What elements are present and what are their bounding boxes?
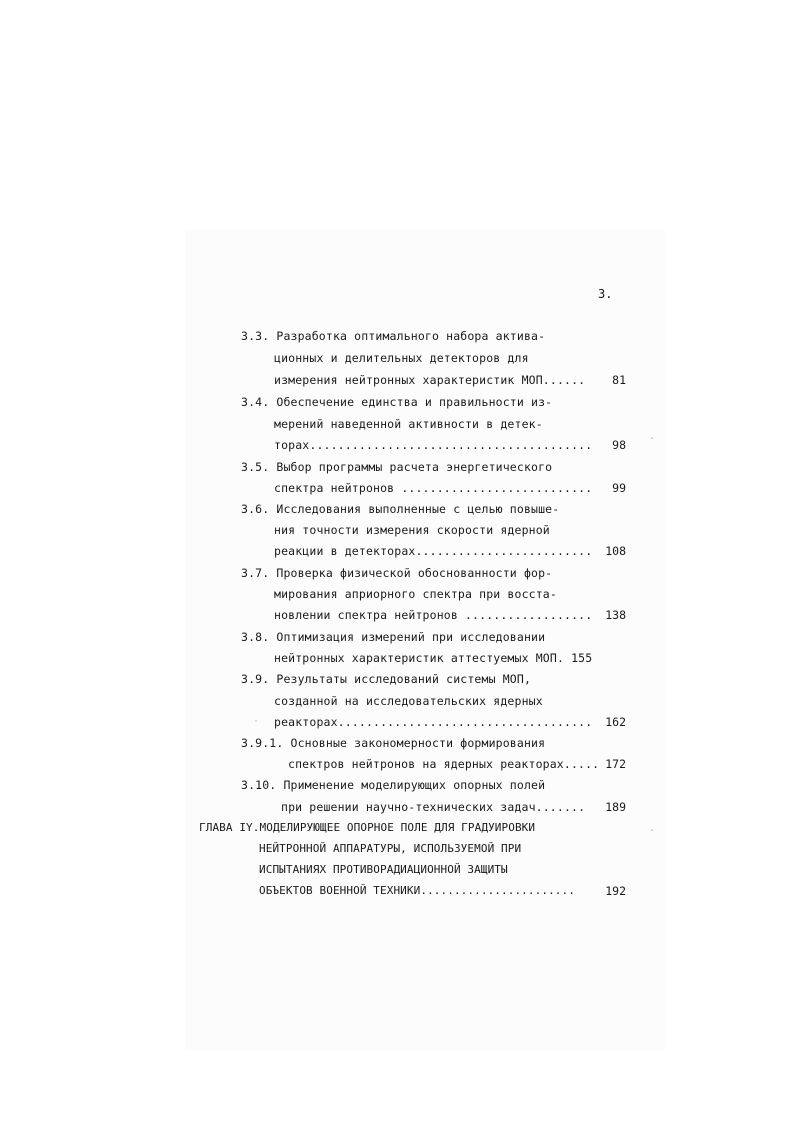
scan-speck — [651, 437, 653, 439]
toc-entry-3-6-line-1: 3.6. Исследования выполненные с целью повыше- — [241, 502, 560, 516]
toc-entry-3-3-line-2: ционных и делительных детекторов для — [274, 351, 529, 365]
toc-entry-3-9-1-line-2: спектров нейтронов на ядерных реакторах..... — [288, 757, 600, 771]
toc-entry-3-9-1-page: 172 — [605, 757, 626, 771]
toc-entry-3-4-page: 98 — [612, 438, 626, 452]
toc-chapter-4-line-4: ОБЪЕКТОВ ВОЕННОЙ ТЕХНИКИ....................... — [259, 884, 575, 897]
toc-entry-3-9-line-1: 3.9. Результаты исследований системы МОП, — [241, 672, 532, 686]
toc-chapter-4-line-2: НЕЙТРОННОЙ АППАРАТУРЫ, ИСПОЛЬЗУЕМОЙ ПРИ — [259, 842, 522, 855]
toc-entry-3-4-line-1: 3.4. Обеспечение единства и правильности из- — [241, 395, 553, 409]
toc-entry-3-6-line-2: ния точности измерения скорости ядерной — [274, 523, 550, 537]
toc-entry-3-6-page: 108 — [605, 544, 626, 558]
toc-entry-3-10-line-2: при решении научно-технических задач....... — [281, 800, 586, 814]
toc-entry-3-9-page: 162 — [605, 715, 626, 729]
toc-entry-3-7-line-1: 3.7. Проверка физической обоснованности фор- — [241, 566, 553, 580]
toc-entry-3-4-line-2: мерений наведенной активности в детек- — [274, 417, 543, 431]
toc-chapter-4-page: 192 — [605, 884, 626, 898]
page-number: 3. — [598, 287, 613, 301]
scan-speck — [255, 720, 257, 722]
toc-entry-3-9-1-line-1: 3.9.1. Основные закономерности формирования — [241, 736, 546, 750]
toc-entry-3-5-line-1: 3.5. Выбор программы расчета энергетического — [241, 460, 553, 474]
toc-entry-3-8-line-2: нейтронных характеристик аттестуемых МОП. 155 — [274, 651, 593, 665]
toc-entry-3-7-page: 138 — [605, 608, 626, 622]
toc-entry-3-5-page: 99 — [612, 481, 626, 495]
toc-entry-3-10-page: 189 — [605, 800, 626, 814]
toc-entry-3-7-line-2: мирования априорного спектра при восста- — [274, 587, 557, 601]
toc-chapter-4-line-3: ИСПЫТАНИЯХ ПРОТИВОРАДИАЦИОННОЙ ЗАЩИТЫ — [259, 863, 508, 876]
toc-entry-3-5-line-2: спектра нейтронов ........................... — [274, 481, 593, 495]
toc-chapter-4-line-1: ГЛАВА IY.МОДЕЛИРУЮЩЕЕ ОПОРНОЕ ПОЛЕ ДЛЯ ГРАДУИРОВКИ — [199, 821, 536, 834]
toc-entry-3-3-line-1: 3.3. Разработка оптимального набора актива- — [241, 329, 546, 343]
scan-speck — [651, 829, 653, 831]
toc-entry-3-4-line-3: торах........................................ — [274, 438, 593, 452]
toc-entry-3-7-line-3: новлении спектра нейтронов .................. — [274, 608, 593, 622]
toc-entry-3-8-line-1: 3.8. Оптимизация измерений при исследовании — [241, 630, 546, 644]
toc-entry-3-9-line-2: созданной на исследовательских ядерных — [274, 694, 543, 708]
toc-entry-3-10-line-1: 3.10. Применение моделирующих опорных полей — [241, 778, 546, 792]
toc-entry-3-3-page: 81 — [612, 373, 626, 387]
toc-entry-3-3-line-3: измерения нейтронных характеристик МОП...... — [274, 373, 586, 387]
toc-entry-3-6-line-3: реакции в детекторах......................... — [274, 544, 593, 558]
toc-entry-3-9-line-3: реакторах.................................... — [274, 715, 593, 729]
